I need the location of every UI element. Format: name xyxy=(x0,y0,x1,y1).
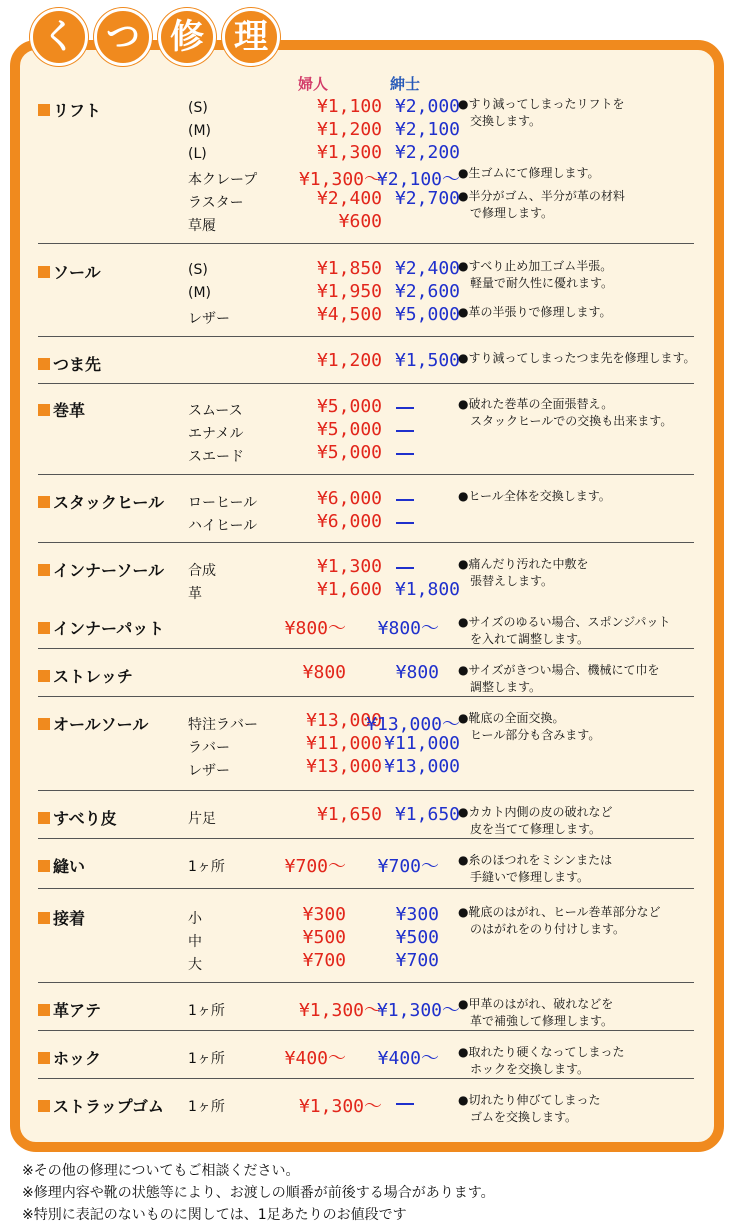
women-price: ¥6,000 xyxy=(316,511,382,532)
section-name xyxy=(38,260,101,283)
men-price: ¥5,000 xyxy=(394,304,460,325)
size-label: エナメル xyxy=(188,426,244,442)
bullet-square-icon xyxy=(38,404,50,416)
row-divider xyxy=(38,1030,694,1031)
section-label: ホック xyxy=(53,1049,102,1068)
section-label: 縫い xyxy=(53,857,86,876)
row-divider xyxy=(38,1078,694,1079)
note-text xyxy=(458,188,625,222)
bullet-square-icon xyxy=(38,860,50,872)
women-price: ¥1,200 xyxy=(316,119,382,140)
row-divider xyxy=(38,383,694,384)
note-text xyxy=(458,96,624,130)
women-price: ¥800 xyxy=(302,662,346,683)
size-label: レザー xyxy=(188,311,230,327)
size-label: ローヒール xyxy=(188,495,258,511)
women-price: ¥1,300～ xyxy=(298,1096,382,1117)
bullet-square-icon xyxy=(38,622,50,634)
row-divider xyxy=(38,888,694,889)
women-price: ¥6,000 xyxy=(316,488,382,509)
section-label: スタックヒール xyxy=(53,493,165,512)
bullet-square-icon xyxy=(38,564,50,576)
bullet-square-icon xyxy=(38,812,50,824)
size-label: 特注ラバー xyxy=(188,717,258,733)
row-divider xyxy=(38,542,694,543)
women-price: ¥1,300 xyxy=(316,556,382,577)
size-label: ハイヒール xyxy=(188,518,258,534)
women-price: ¥400～ xyxy=(284,1048,346,1069)
row-divider xyxy=(38,982,694,983)
size-label: 小 xyxy=(188,911,202,927)
size-label: ラバー xyxy=(188,740,230,756)
section-label: すべり皮 xyxy=(53,809,117,828)
footer-line: ※修理内容や靴の状態等により、お渡しの順番が前後する場合があります。 xyxy=(22,1185,495,1201)
women-price: ¥1,950 xyxy=(316,281,382,302)
note-text xyxy=(458,1092,600,1126)
women-price: ¥1,600 xyxy=(316,579,382,600)
size-label: (S) xyxy=(188,100,208,116)
section-name xyxy=(38,854,85,877)
note-line: ●破れた巻革の全面張替え。 xyxy=(458,397,614,411)
note-line: 皮を当てて修理します。 xyxy=(470,822,602,836)
men-price: ¥1,300～ xyxy=(376,1000,460,1021)
size-label: 1ヶ所 xyxy=(188,859,225,875)
note-text xyxy=(458,165,600,182)
section-name xyxy=(38,906,85,929)
men-price: ¥2,400 xyxy=(394,258,460,279)
row-divider xyxy=(38,243,694,244)
title-char: つ xyxy=(94,8,152,66)
row-divider xyxy=(38,838,694,839)
note-text xyxy=(458,852,612,886)
men-header: 紳士 xyxy=(390,75,421,93)
footer-line: ※特別に表記のないものに関しては、1足あたりのお値段です xyxy=(22,1207,407,1223)
note-line: 張替えします。 xyxy=(470,574,554,588)
no-price-dash xyxy=(396,407,414,409)
men-price: ¥13,000～ xyxy=(366,714,460,735)
title-char: 理 xyxy=(222,8,280,66)
note-line: のはがれをのり付けします。 xyxy=(470,922,626,936)
note-line: を入れて調整します。 xyxy=(470,632,590,646)
bullet-square-icon xyxy=(38,670,50,682)
size-label: レザー xyxy=(188,763,230,779)
women-price: ¥600 xyxy=(338,211,382,232)
note-line: ●靴底のはがれ、ヒール巻革部分など xyxy=(458,905,661,919)
note-text xyxy=(458,396,672,430)
section-label: 巻革 xyxy=(53,401,86,420)
women-price: ¥1,300～ xyxy=(298,169,382,190)
row-divider xyxy=(38,696,694,697)
no-price-dash xyxy=(396,1103,414,1105)
men-price: ¥1,500 xyxy=(394,350,460,371)
note-text xyxy=(458,662,660,696)
section-label: 革アテ xyxy=(53,1001,102,1020)
section-name xyxy=(38,398,85,421)
women-price: ¥1,100 xyxy=(316,96,382,117)
men-price: ¥500 xyxy=(395,927,439,948)
note-line: ●痛んだり汚れた中敷を xyxy=(458,557,589,571)
note-text xyxy=(458,1044,624,1078)
section-name xyxy=(38,490,164,513)
bullet-square-icon xyxy=(38,266,50,278)
bullet-square-icon xyxy=(38,358,50,370)
women-price: ¥300 xyxy=(302,904,346,925)
bullet-square-icon xyxy=(38,496,50,508)
bullet-square-icon xyxy=(38,1052,50,1064)
section-name xyxy=(38,1094,164,1117)
men-price: ¥800 xyxy=(395,662,439,683)
note-line: ●生ゴムにて修理します。 xyxy=(458,166,600,180)
note-text xyxy=(458,996,613,1030)
women-price: ¥700 xyxy=(302,950,346,971)
women-price: ¥13,000 xyxy=(306,710,382,731)
women-header: 婦人 xyxy=(298,75,329,93)
section-label: インナーパット xyxy=(53,619,165,638)
row-divider xyxy=(38,336,694,337)
note-line: ホックを交換します。 xyxy=(470,1062,590,1076)
men-price: ¥700 xyxy=(395,950,439,971)
women-price: ¥1,300～ xyxy=(298,1000,382,1021)
men-price: ¥2,100～ xyxy=(376,169,460,190)
section-name xyxy=(38,998,101,1021)
bullet-square-icon xyxy=(38,912,50,924)
women-price: ¥11,000 xyxy=(306,733,382,754)
size-label: 中 xyxy=(188,934,202,950)
note-line: スタックヒールでの交換も出来ます。 xyxy=(470,414,673,428)
note-text xyxy=(458,556,588,590)
section-label: インナーソール xyxy=(53,561,165,580)
row-divider xyxy=(38,790,694,791)
size-label: (M) xyxy=(188,285,212,301)
note-line: ●すり減ってしまったつま先を修理します。 xyxy=(458,351,696,365)
note-text xyxy=(458,804,612,838)
size-label: 草履 xyxy=(188,218,216,234)
section-name xyxy=(38,352,101,375)
women-price: ¥2,400 xyxy=(316,188,382,209)
note-line: ●革の半張りで修理します。 xyxy=(458,305,612,319)
bullet-square-icon xyxy=(38,1004,50,1016)
size-label: 革 xyxy=(188,586,202,602)
note-line: ●サイズがきつい場合、機械にて巾を xyxy=(458,663,660,677)
size-label: スムース xyxy=(188,403,243,419)
size-label: 1ヶ所 xyxy=(188,1051,225,1067)
note-text xyxy=(458,710,600,744)
note-text xyxy=(458,488,611,505)
section-name xyxy=(38,806,117,829)
title-char: く xyxy=(30,8,88,66)
page-title xyxy=(30,8,280,68)
size-label: 本クレープ xyxy=(188,172,258,188)
size-label: スエード xyxy=(188,449,244,465)
women-price: ¥1,200 xyxy=(316,350,382,371)
note-line: 調整します。 xyxy=(470,680,542,694)
women-price: ¥700～ xyxy=(284,856,346,877)
size-label: 片足 xyxy=(188,811,216,827)
men-price: ¥1,800 xyxy=(394,579,460,600)
men-price: ¥2,100 xyxy=(394,119,460,140)
men-price: ¥2,600 xyxy=(394,281,460,302)
men-price: ¥2,000 xyxy=(394,96,460,117)
men-price: ¥11,000 xyxy=(384,733,460,754)
row-divider xyxy=(38,648,694,649)
section-label: リフト xyxy=(53,101,102,120)
note-text xyxy=(458,614,670,648)
note-line: ●ヒール全体を交換します。 xyxy=(458,489,611,503)
men-price: ¥300 xyxy=(395,904,439,925)
size-label: (M) xyxy=(188,123,212,139)
note-line: ●糸のほつれをミシンまたは xyxy=(458,853,613,867)
women-price: ¥1,300 xyxy=(316,142,382,163)
men-price: ¥800～ xyxy=(377,618,439,639)
section-name xyxy=(38,664,133,687)
no-price-dash xyxy=(396,430,414,432)
size-label: 1ヶ所 xyxy=(188,1003,225,1019)
section-label: ストラップゴム xyxy=(53,1097,164,1116)
section-label: オールソール xyxy=(53,715,149,734)
size-label: ラスター xyxy=(188,195,244,211)
note-line: 革で補強して修理します。 xyxy=(470,1014,614,1028)
women-price: ¥13,000 xyxy=(306,756,382,777)
section-name xyxy=(38,616,164,639)
size-label: (L) xyxy=(188,146,207,162)
men-price: ¥2,700 xyxy=(394,188,460,209)
women-price: ¥1,850 xyxy=(316,258,382,279)
note-line: ●カカト内側の皮の破れなど xyxy=(458,805,613,819)
note-line: ヒール部分も含みます。 xyxy=(470,728,601,742)
size-label: 合成 xyxy=(188,563,216,579)
women-price: ¥1,650 xyxy=(316,804,382,825)
section-name xyxy=(38,712,148,735)
note-line: ゴムを交換します。 xyxy=(470,1110,578,1124)
no-price-dash xyxy=(396,499,414,501)
men-price: ¥2,200 xyxy=(394,142,460,163)
section-label: ソール xyxy=(53,263,101,282)
section-label: 接着 xyxy=(53,909,86,928)
section-name xyxy=(38,1046,101,1069)
bullet-square-icon xyxy=(38,718,50,730)
men-price: ¥1,650 xyxy=(394,804,460,825)
note-text xyxy=(458,258,613,292)
note-line: ●靴底の全面交換。 xyxy=(458,711,565,725)
women-price: ¥5,000 xyxy=(316,396,382,417)
no-price-dash xyxy=(396,567,414,569)
note-line: で修理します。 xyxy=(470,206,554,220)
size-label: (S) xyxy=(188,262,208,278)
section-name xyxy=(38,558,164,581)
note-line: 手縫いで修理します。 xyxy=(470,870,590,884)
note-text xyxy=(458,304,612,321)
note-line: ●切れたり伸びてしまった xyxy=(458,1093,601,1107)
note-line: ●甲革のはがれ、破れなどを xyxy=(458,997,614,1011)
footer-line: ※その他の修理についてもご相談ください。 xyxy=(22,1163,300,1179)
note-line: ●すり減ってしまったリフトを xyxy=(458,97,625,111)
note-line: 軽量で耐久性に優れます。 xyxy=(470,276,614,290)
women-price: ¥500 xyxy=(302,927,346,948)
note-line: ●取れたり硬くなってしまった xyxy=(458,1045,625,1059)
no-price-dash xyxy=(396,522,414,524)
size-label: 大 xyxy=(188,957,202,973)
men-price: ¥700～ xyxy=(377,856,439,877)
bullet-square-icon xyxy=(38,1100,50,1112)
note-text xyxy=(458,904,660,938)
note-line: ●すべり止め加工ゴム半張。 xyxy=(458,259,613,273)
bullet-square-icon xyxy=(38,104,50,116)
note-line: 交換します。 xyxy=(470,114,542,128)
men-price: ¥13,000 xyxy=(384,756,460,777)
section-label: つま先 xyxy=(53,355,102,374)
row-divider xyxy=(38,474,694,475)
women-price: ¥5,000 xyxy=(316,419,382,440)
section-label: ストレッチ xyxy=(53,667,133,686)
section-name xyxy=(38,98,101,121)
note-line: ●サイズのゆるい場合、スポンジパット xyxy=(458,615,671,629)
women-price: ¥4,500 xyxy=(316,304,382,325)
size-label: 1ヶ所 xyxy=(188,1099,225,1115)
women-price: ¥800～ xyxy=(284,618,346,639)
note-text xyxy=(458,350,696,367)
women-price: ¥5,000 xyxy=(316,442,382,463)
no-price-dash xyxy=(396,453,414,455)
note-line: ●半分がゴム、半分が革の材料 xyxy=(458,189,625,203)
title-char: 修 xyxy=(158,8,216,66)
men-price: ¥400～ xyxy=(377,1048,439,1069)
